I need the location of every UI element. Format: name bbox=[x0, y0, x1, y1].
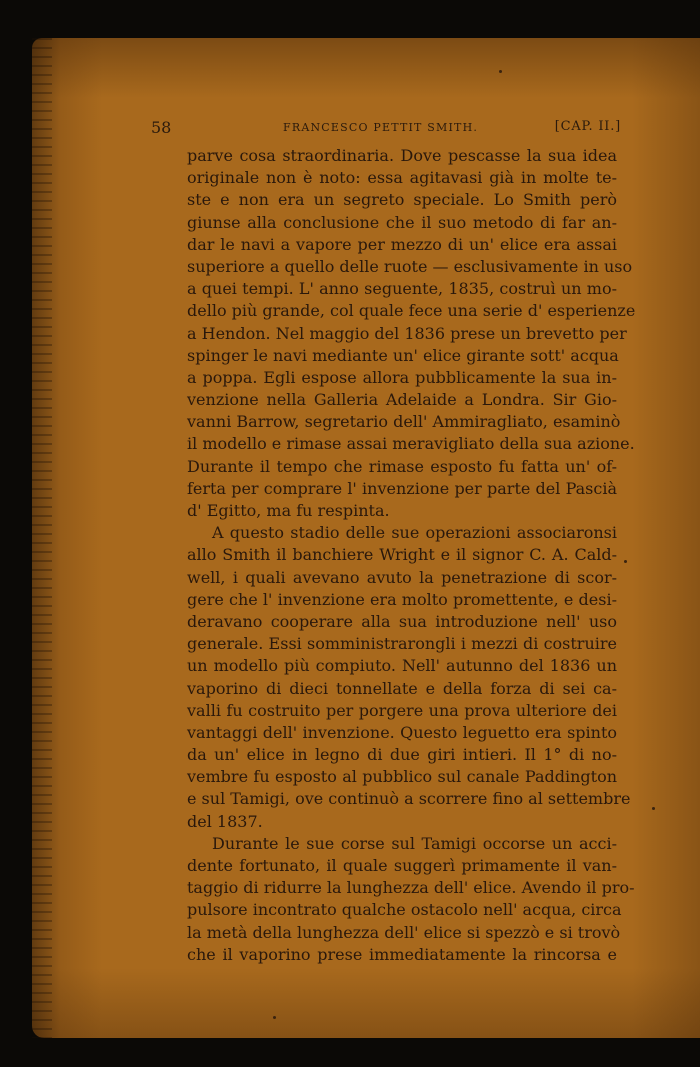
text-line: Durante le sue corse sul Tamigi occorse un acci- bbox=[212, 833, 617, 853]
text-line: parve cosa straordinaria. Dove pescasse la sua idea bbox=[187, 146, 617, 165]
text-line: gere che l' invenzione era molto promettente, e desi- bbox=[187, 589, 617, 609]
text-line: Durante il tempo che rimase esposto fu fatta un' of- bbox=[187, 456, 617, 476]
page-header bbox=[151, 114, 621, 140]
text-line: vanni Barrow, segretario dell' Ammiragliato, esaminò bbox=[187, 412, 621, 432]
text-line: a quei tempi. L' anno seguente, 1835, costruì un mo- bbox=[187, 279, 617, 299]
text-line: un modello più compiuto. Nell' autunno del 1836 un bbox=[187, 656, 617, 676]
text-line: del 1837. bbox=[187, 811, 263, 831]
text-line: allo Smith il banchiere Wright e il signor C. A. Cald- bbox=[187, 545, 617, 565]
text-line: pulsore incontrato qualche ostacolo nell' acqua, circa bbox=[187, 900, 622, 920]
text-line: e sul Tamigi, ove continuò a scorrere fino al settembre bbox=[187, 789, 631, 809]
text-line: ste e non era un segreto speciale. Lo Smith però bbox=[187, 190, 617, 210]
text-line: venzione nella Galleria Adelaide a Londra. Sir Gio- bbox=[187, 390, 617, 410]
page-gutter bbox=[32, 38, 52, 1038]
text-line: well, i quali avevano avuto la penetrazione di scor- bbox=[187, 567, 617, 587]
text-line: la metà della lunghezza dell' elice si spezzò e si trovò bbox=[187, 922, 621, 942]
text-line: A questo stadio delle sue operazioni associaronsi bbox=[212, 523, 617, 543]
text-line: superiore a quello delle ruote — esclusivamente in uso bbox=[187, 256, 633, 276]
text-line: spinger le navi mediante un' elice girante sott' acqua bbox=[187, 345, 619, 365]
page-number: 58 bbox=[151, 118, 172, 137]
text-line: dello più grande, col quale fece una serie d' esperienze bbox=[187, 301, 636, 321]
text-line: vembre fu esposto al pubblico sul canale Paddington bbox=[187, 767, 617, 787]
chapter-label: [CAP. II.] bbox=[554, 119, 621, 134]
speck bbox=[499, 70, 502, 73]
speck bbox=[624, 560, 627, 563]
text-line: giunse alla conclusione che il suo metodo di far an- bbox=[187, 212, 617, 232]
text-line: d' Egitto, ma fu respinta. bbox=[187, 501, 390, 520]
text-line: a poppa. Egli espose allora pubblicamente la sua in- bbox=[187, 367, 617, 387]
text-line: che il vaporino prese immediatamente la rincorsa e bbox=[187, 944, 617, 964]
text-line: generale. Essi somministrarongli i mezzi di costruire bbox=[187, 634, 617, 654]
text-line: il modello e rimase assai meravigliato della sua azione. bbox=[187, 434, 635, 454]
text-line: da un' elice in legno di due giri intieri. Il 1° di no- bbox=[187, 745, 617, 765]
body-text bbox=[187, 145, 636, 966]
running-title: FRANCESCO PETTIT SMITH. bbox=[283, 121, 479, 134]
text-line: valli fu costruito per porgere una prova ulteriore dei bbox=[187, 700, 617, 720]
text-line: vaporino di dieci tonnellate e della forza di sei ca- bbox=[187, 678, 617, 698]
text-line: taggio di ridurre la lunghezza dell' elice. Avendo il pro- bbox=[187, 878, 635, 898]
text-line: originale non è noto: essa agitavasi già in molte te- bbox=[187, 168, 617, 188]
text-line: a Hendon. Nel maggio del 1836 prese un brevetto per bbox=[187, 323, 627, 343]
text-line: deravano cooperare alla sua introduzione nell' uso bbox=[187, 611, 617, 631]
text-line: ferta per comprare l' invenzione per parte del Pascià bbox=[187, 478, 617, 498]
text-line: dar le navi a vapore per mezzo di un' elice era assai bbox=[187, 234, 617, 254]
text-line: vantaggi dell' invenzione. Questo leguetto era spinto bbox=[187, 722, 617, 742]
speck bbox=[652, 807, 655, 810]
speck bbox=[273, 1016, 276, 1019]
text-line: dente fortunato, il quale suggerì primamente il van- bbox=[187, 856, 617, 875]
